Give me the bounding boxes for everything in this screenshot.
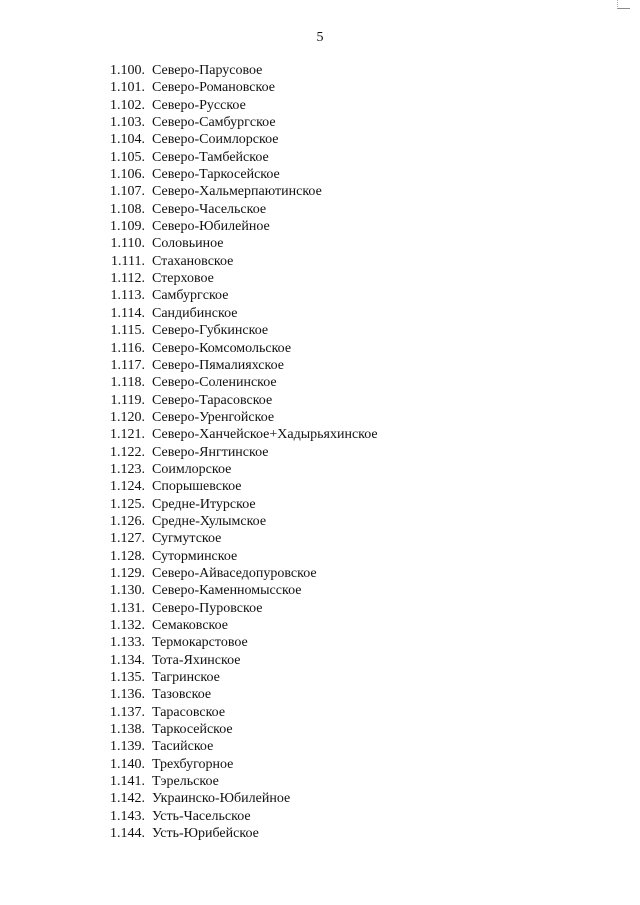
item-name: Северо-Айваседопуровское: [152, 565, 317, 581]
item-number: 1.108.: [110, 201, 145, 217]
item-name: Северо-Пуровское: [152, 600, 263, 616]
item-number: 1.142.: [110, 791, 145, 807]
item-number: 1.113.: [110, 288, 145, 304]
item-name: Соимлорское: [152, 461, 232, 477]
item-name: Термокарстовое: [152, 635, 248, 651]
item-number: 1.116.: [110, 340, 145, 356]
list-item: [0, 513, 640, 530]
list-item: [0, 235, 640, 252]
list-item: [0, 218, 640, 235]
item-name: Тэрельское: [152, 774, 219, 790]
item-name: Северо-Каменномысское: [152, 583, 302, 599]
item-name: Северо-Самбургское: [152, 115, 276, 131]
list-item: [0, 686, 640, 703]
item-name: Стахановское: [152, 253, 234, 269]
item-number: 1.102.: [110, 97, 145, 113]
item-number: 1.120.: [110, 409, 145, 425]
item-number: 1.132.: [110, 618, 145, 633]
list-item: [0, 496, 640, 513]
list-item: [0, 62, 640, 79]
field-list: [0, 62, 640, 842]
item-number: 1.140.: [110, 756, 145, 772]
item-number: 1.130.: [110, 583, 145, 599]
item-number: 1.141.: [110, 774, 145, 790]
list-item: [0, 201, 640, 218]
item-name: Северо-Юбилейное: [152, 219, 270, 235]
list-item: [0, 426, 640, 443]
list-item: [0, 322, 640, 339]
item-name: Спорышевское: [152, 479, 242, 495]
item-name: Самбургское: [152, 288, 229, 304]
item-number: 1.129.: [110, 565, 145, 581]
item-name: Северо-Хальмерпаютинское: [152, 184, 322, 200]
item-name: Усть-Юрибейское: [152, 826, 259, 842]
item-name: Тасийское: [152, 739, 214, 755]
item-name: Средне-Хулымское: [152, 513, 267, 529]
item-name: Северо-Парусовое: [152, 63, 263, 78]
list-item: [0, 530, 640, 547]
scan-corner-mark: [617, 0, 630, 9]
item-name: Семаковское: [152, 618, 229, 633]
item-number: 1.122.: [110, 444, 145, 460]
list-item: [0, 97, 640, 114]
item-number: 1.134.: [110, 652, 145, 668]
list-item: [0, 392, 640, 409]
item-name: Северо-Янгтинское: [152, 444, 269, 460]
item-number: 1.101.: [110, 80, 145, 96]
list-item: [0, 409, 640, 426]
page-number: 5: [316, 30, 324, 45]
item-name: Северо-Ханчейское+Хадырьяхинское: [152, 427, 378, 443]
item-name: Сугмутское: [152, 531, 222, 547]
item-name: Северо-Тамбейское: [152, 149, 269, 165]
list-item: [0, 340, 640, 357]
item-name: Тарасовское: [152, 704, 226, 720]
item-number: 1.143.: [110, 808, 145, 824]
list-item: [0, 738, 640, 755]
item-number: 1.126.: [110, 513, 145, 529]
list-item: [0, 790, 640, 807]
item-name: Соловьиное: [152, 236, 224, 252]
item-name: Северо-Уренгойское: [152, 409, 275, 425]
list-item: [0, 461, 640, 478]
list-item: [0, 652, 640, 669]
item-number: 1.109.: [110, 219, 145, 235]
list-item: [0, 617, 640, 634]
item-number: 1.100.: [110, 63, 145, 78]
list-item: [0, 600, 640, 617]
item-name: Тазовское: [152, 687, 212, 703]
list-item: [0, 79, 640, 96]
list-item: [0, 808, 640, 825]
item-name: Украинско-Юбилейное: [152, 791, 291, 807]
item-number: 1.133.: [110, 635, 145, 651]
list-item: [0, 287, 640, 304]
list-item: [0, 149, 640, 166]
item-number: 1.104.: [110, 132, 145, 148]
list-item: [0, 773, 640, 790]
item-number: 1.131.: [110, 600, 145, 616]
item-number: 1.118.: [110, 375, 145, 391]
list-item: [0, 704, 640, 721]
item-number: 1.111.: [111, 253, 145, 269]
list-item: [0, 183, 640, 200]
list-item: [0, 825, 640, 842]
item-number: 1.103.: [110, 115, 145, 131]
item-number: 1.128.: [110, 548, 145, 564]
list-item: [0, 565, 640, 582]
item-number: 1.110.: [110, 236, 145, 252]
item-name: Трехбугорное: [152, 756, 234, 772]
item-name: Северо-Комсомольское: [152, 340, 292, 356]
list-item: [0, 357, 640, 374]
item-number: 1.106.: [110, 167, 145, 183]
item-number: 1.135.: [110, 670, 145, 686]
item-number: 1.137.: [110, 704, 145, 720]
list-item: [0, 305, 640, 322]
item-number: 1.144.: [110, 826, 145, 842]
item-name: Северо-Часельское: [152, 201, 267, 217]
item-number: 1.105.: [110, 149, 145, 165]
item-name: Северо-Таркосейское: [152, 167, 280, 183]
list-item: [0, 669, 640, 686]
list-item: [0, 548, 640, 565]
item-name: Тота-Яхинское: [152, 652, 241, 668]
item-name: Стерховое: [152, 271, 214, 287]
item-number: 1.115.: [110, 323, 145, 339]
item-number: 1.125.: [110, 496, 145, 512]
item-number: 1.124.: [110, 479, 145, 495]
item-number: 1.112.: [110, 271, 145, 287]
item-name: Северо-Тарасовское: [152, 392, 273, 408]
item-number: 1.139.: [110, 739, 145, 755]
item-name: Северо-Пямалияхское: [152, 357, 284, 373]
item-number: 1.121.: [110, 427, 145, 443]
item-name: Северо-Губкинское: [152, 323, 269, 339]
list-item: [0, 131, 640, 148]
item-name: Средне-Итурское: [152, 496, 256, 512]
list-item: [0, 270, 640, 287]
item-number: 1.107.: [110, 184, 145, 200]
list-item: [0, 444, 640, 461]
item-number: 1.138.: [110, 722, 145, 738]
item-name: Таркосейское: [152, 722, 233, 738]
item-name: Северо-Русское: [152, 97, 246, 113]
item-number: 1.119.: [110, 392, 145, 408]
item-name: Усть-Часельское: [152, 808, 251, 824]
item-number: 1.127.: [110, 531, 145, 547]
list-item: [0, 634, 640, 651]
list-item: [0, 582, 640, 599]
item-name: Сандибинское: [152, 305, 238, 321]
item-number: 1.123.: [110, 461, 145, 477]
list-item: [0, 166, 640, 183]
list-item: [0, 374, 640, 391]
item-number: 1.114.: [110, 305, 145, 321]
item-name: Северо-Романовское: [152, 80, 275, 96]
item-name: Тагринское: [152, 670, 220, 686]
item-number: 1.136.: [110, 687, 145, 703]
item-name: Северо-Соимлорское: [152, 132, 279, 148]
item-name: Северо-Соленинское: [152, 375, 277, 391]
item-number: 1.117.: [110, 357, 145, 373]
list-item: [0, 756, 640, 773]
list-item: [0, 114, 640, 131]
list-item: [0, 721, 640, 738]
list-item: [0, 478, 640, 495]
list-item: [0, 253, 640, 270]
item-name: Суторминское: [152, 548, 238, 564]
